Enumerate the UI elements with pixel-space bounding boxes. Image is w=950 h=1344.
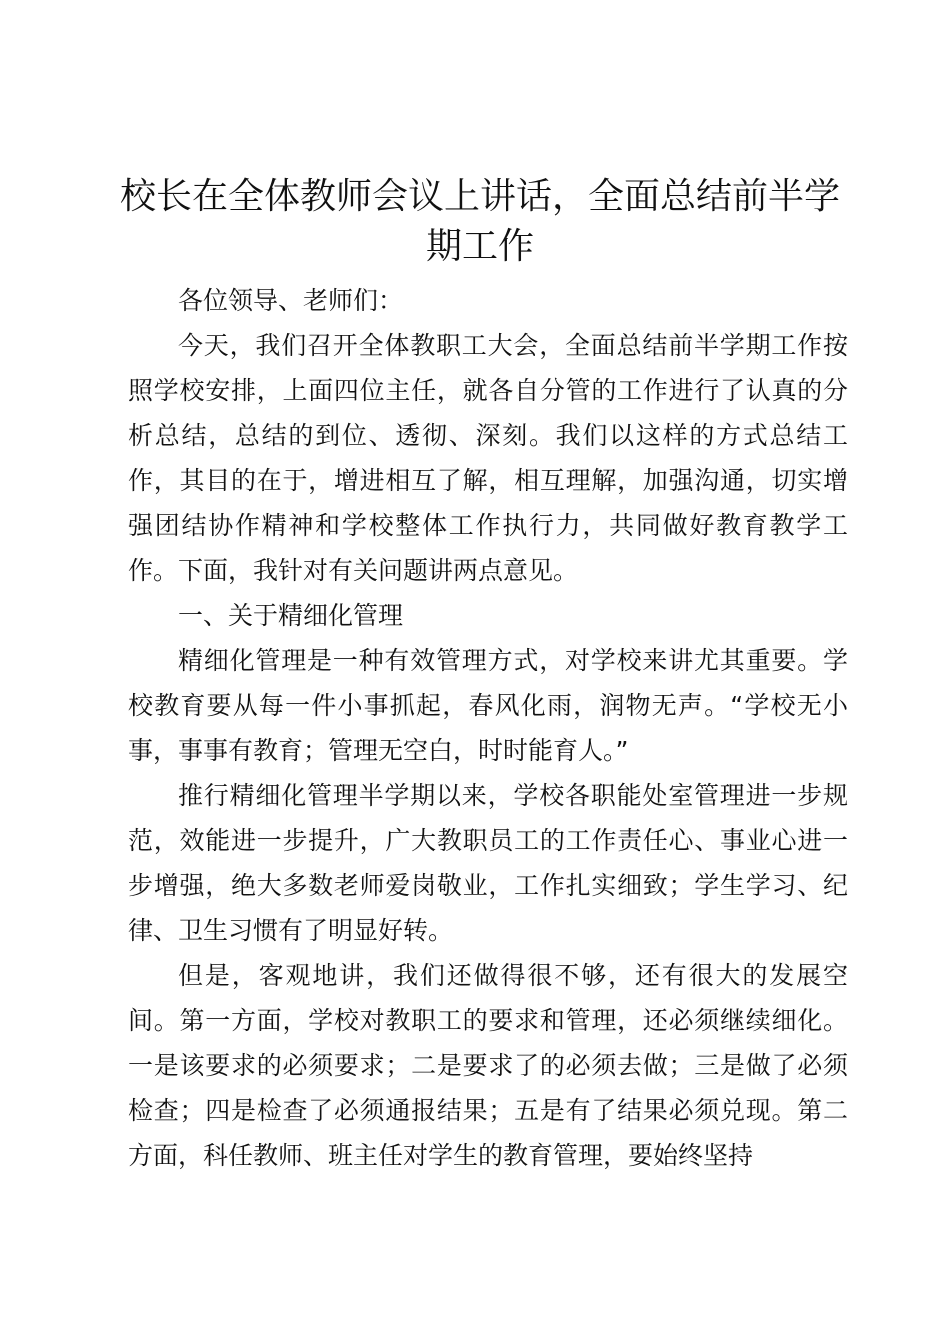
body-paragraph: 推行精细化管理半学期以来，学校各职能处室管理进一步规范，效能进一步提升，广大教职员工的工作责任心、事业心进一步增强，绝大多数老师爱岗敬业，工作扎实细致；学生学习、纪律、卫生习惯有了明显好转。 [128, 781, 848, 945]
section-heading: 一、关于精细化管理 [178, 601, 404, 630]
body-paragraph: 但是，客观地讲，我们还做得很不够，还有很大的发展空间。第一方面，学校对教职工的要求和管理，还必须继续细化。一是该要求的必须要求；二是要求了的必须去做；三是做了必须检查；四是检查了必须通报结果；五是有了结果必须兑现。第二方面，科任教师、班主任对学生的教育管理，要始终坚持 [128, 961, 848, 1170]
document-title: 校长在全体教师会议上讲话，全面总结前半学期工作 [119, 176, 840, 267]
intro-paragraph: 今天，我们召开全体教职工大会，全面总结前半学期工作按照学校安排，上面四位主任，就各自分管的工作进行了认真的分析总结，总结的到位、透彻、深刻。我们以这样的方式总结工作，其目的在于，增进相互了解，相互理解，加强沟通，切实增强团结协作精神和学校整体工作执行力，共同做好教育教学工作。下面，我针对有关问题讲两点意见。 [128, 331, 848, 585]
document-body [128, 278, 848, 1178]
salutation-paragraph: 各位领导、老师们： [178, 286, 404, 315]
body-paragraph: 精细化管理是一种有效管理方式，对学校来讲尤其重要。学校教育要从每一件小事抓起，春风化雨，润物无声。“学校无小事，事事有教育；管理无空白，时时能育人。” [128, 646, 848, 765]
